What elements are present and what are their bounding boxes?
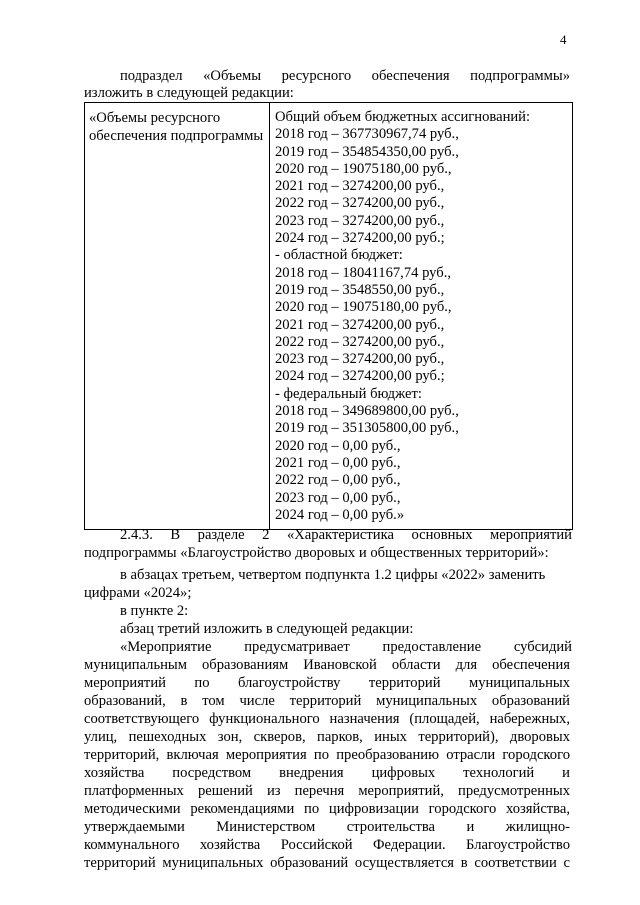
quote-line-8: хозяйства посредством внедрения цифровых технологий и (84, 765, 570, 781)
table-right-line: 2018 год – 349689800,00 руб., (275, 403, 459, 420)
table-left-cell (89, 109, 267, 145)
table-right-line: 2021 год – 0,00 руб., (275, 454, 401, 471)
section-paragraph-line-1: 2.4.3. В разделе 2 «Характеристика основных мероприятий (120, 527, 572, 543)
quote-line-2: муниципальным образованиям Ивановской области для обеспечения (84, 657, 570, 673)
intro-line-2: изложить в следующей редакции: (84, 85, 294, 101)
quote-line-13: территорий муниципальных образований осуществляется в соответствии с (84, 855, 570, 871)
quote-line-9: платформенных решений из перечня мероприятий, предусмотренных (84, 783, 570, 799)
quote-line-10: методическими рекомендациями по цифровизации городского хозяйства, (84, 801, 570, 817)
table-right-line: 2021 год – 3274200,00 руб., (275, 316, 445, 333)
table-right-line: 2020 год – 0,00 руб., (275, 437, 401, 454)
page-number: 4 (560, 32, 567, 47)
section-paragraph-line-2: подпрограммы «Благоустройство дворовых и общественных территорий»: (84, 545, 549, 561)
table-right-line: - областной бюджет: (275, 247, 403, 264)
table-left-line: «Объемы ресурсного (89, 110, 221, 126)
third-paragraph-line: абзац третий изложить в следующей редакции: (120, 621, 414, 637)
quote-line-3: мероприятий по благоустройству территорий муниципальных (84, 675, 570, 691)
table-right-line: 2024 год – 3274200,00 руб.; (275, 368, 445, 385)
table-right-line: - федеральный бюджет: (275, 385, 422, 402)
quote-line-5: соответствующего функционального назначения (площадей, набережных, (84, 711, 570, 727)
intro-line-1: подраздел «Объемы ресурсного обеспечения подпрограммы» (120, 68, 570, 84)
table-right-line: 2023 год – 3274200,00 руб., (275, 212, 445, 229)
table-divider (269, 103, 270, 529)
table-right-line: 2022 год – 3274200,00 руб., (275, 195, 445, 212)
table-right-line: 2021 год – 3274200,00 руб., (275, 178, 445, 195)
quote-line-11: утверждаемыми Министерством строительства и жилищно- (84, 819, 570, 835)
table-left-line: обеспечения подпрограммы (89, 128, 264, 144)
table-right-line: 2019 год – 3548550,00 руб., (275, 281, 445, 298)
table-right-line: 2023 год – 3274200,00 руб., (275, 351, 445, 368)
table-right-line: 2018 год – 18041167,74 руб., (275, 264, 452, 281)
table-right-line: 2020 год – 19075180,00 руб., (275, 299, 452, 316)
table-right-line: 2023 год – 0,00 руб., (275, 489, 401, 506)
table-right-line: 2024 год – 3274200,00 руб.; (275, 230, 445, 247)
table-right-line: 2022 год – 0,00 руб., (275, 472, 401, 489)
table-right-cell (275, 109, 570, 524)
quote-line-7: территорий, включая мероприятия по преобразованию отрасли городского (84, 747, 570, 763)
table-right-line: 2022 год – 3274200,00 руб., (275, 333, 445, 350)
replace-paragraph-line-2: цифрами «2024»; (84, 585, 192, 601)
table-right-line: 2020 год – 19075180,00 руб., (275, 160, 452, 177)
quote-line-12: коммунального хозяйства Российской Федерации. Благоустройство (84, 837, 570, 853)
resource-table (84, 102, 573, 530)
table-right-line: 2019 год – 351305800,00 руб., (275, 420, 459, 437)
table-right-line: 2024 год – 0,00 руб.» (275, 506, 405, 523)
replace-paragraph-line-1: в абзацах третьем, четвертом подпункта 1.2 цифры «2022» заменить (120, 567, 546, 583)
table-right-line: Общий объем бюджетных ассигнований: (275, 109, 531, 125)
table-right-line: 2018 год – 367730967,74 руб., (275, 126, 459, 143)
quote-line-6: улиц, пешеходных зон, скверов, парков, иных территорий), дворовых (84, 729, 570, 745)
quote-line-1: «Мероприятие предусматривает предоставление субсидий (120, 639, 572, 655)
quote-line-4: образований, в том числе территорий муниципальных образований (84, 693, 570, 709)
table-right-line: 2019 год – 354854350,00 руб., (275, 143, 459, 160)
point-2-line: в пункте 2: (120, 603, 189, 619)
